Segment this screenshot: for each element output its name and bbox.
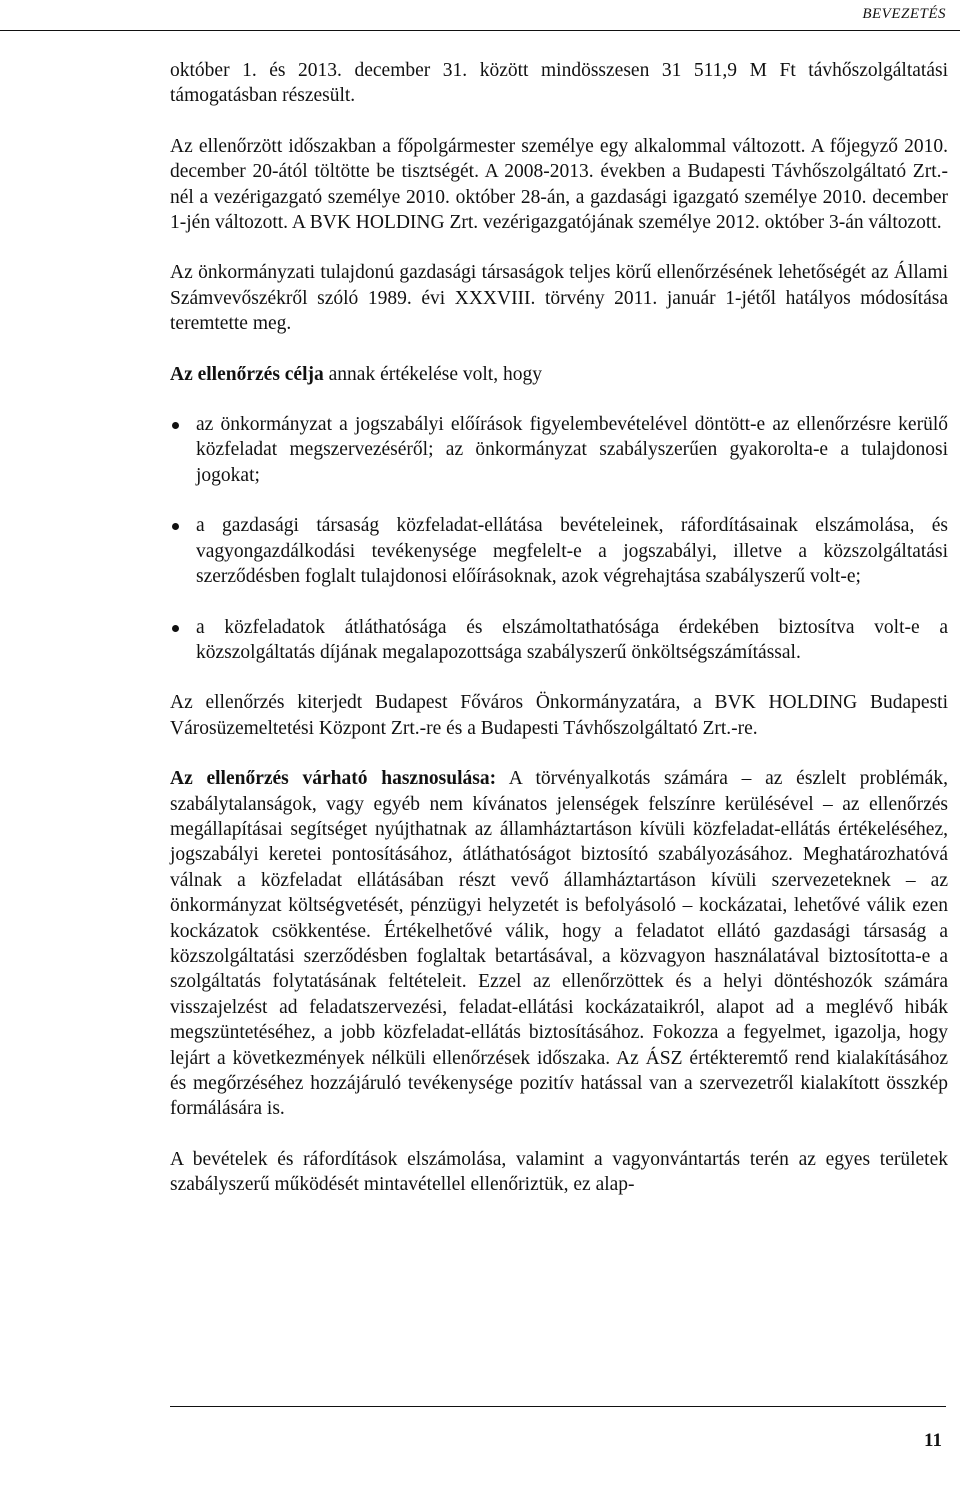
audit-goal-list (170, 412, 948, 665)
list-item-text: a közfeladatok átláthatósága és elszámoltathatósága érdekében biztosítva volt-e a közszolgáltatás díjának megalapozottsága szabályszerű önköltségszámítással. (196, 616, 948, 663)
paragraph-legal-basis: Az önkormányzati tulajdonú gazdasági társaságok teljes körű ellenőrzésének lehetőségét az Állami Számvevőszékről szóló 1989. évi XXXVIII. törvény 2011. január 1-jétől hatályos módosítása teremtette meg. (170, 262, 948, 335)
list-item (170, 615, 948, 666)
audit-goal-text: annak értékelése volt, hogy (323, 363, 542, 385)
page-body (170, 58, 948, 1223)
list-item-text: a gazdasági társaság közfeladat-ellátása bevételeinek, ráfordításainak elszámolása, és vagyongazdálkodási tevékenysége megfelelt-e a jogszabályi, illetve a közszolgáltatási szerződésben foglalt tulajdonosi előírásoknak, azok végrehajtása szabályszerű volt-e; (196, 515, 948, 588)
paragraph-audit-goal (170, 362, 948, 387)
list-item (170, 412, 948, 488)
paragraph-sampling: A bevételek és ráfordítások elszámolása, valamint a vagyonvántartás terén az egyes területek szabályszerű működését mintavétellel ellenőriztük, ez alap- (170, 1148, 948, 1196)
paragraph-personnel-changes: Az ellenőrzött időszakban a főpolgármester személye egy alkalommal változott. A főjegyző 2010. december 20-ától töltötte be tisztségét. A 2008-2013. években a Budapesti Távhőszolgáltató Zrt.-nél a vezérigazgató személye 2010. október 28-án, a gazdasági igazgató személye 2010. december 1-jén változott. A BVK HOLDING Zrt. vezérigazgatójának személye 2012. október 3-án változott. (170, 135, 948, 234)
paragraph-support-amount: október 1. és 2013. december 31. között mindösszesen 31 511,9 M Ft távhőszolgáltatási támogatásban részesült. (170, 60, 948, 107)
expected-benefits-text: A törvényalkotás számára – az észlelt problémák, szabálytalanságok, vagy egyéb nem kívánatos jelenségek felszínre kerülésével – az ellenőrzés megállapításai segítséget nyújthatnak az államháztartáson kívüli közfeladat-ellátás értékeléséhez, jogszabályi keretei pontosításához, átláthatóságot biztosító szabályozásához. Meghatározhatóvá válnak a közfeladat ellátásában részt vevő államháztartáson kívüli szervezeteknek – az önkormányzat költségvetését, pénzügyi helyzetét is befolyásoló – kockázatai, lehetővé válik ezen kockázatok csökkentése. Értékelhetővé válik, hogy a feladatot ellátó gazdasági társaság a közszolgáltatási szerződésben foglaltak betartásával, a közvagyon használatával biztosította-e a szolgáltatás folytatásának feltételeit. Ezzel az ellenőrzöttek és a helyi döntéshozók számára visszajelzést ad feladatszervezési, feladat-ellátási kockázataikról, alapot ad a meglévő hibák megszüntetéséhez, a jobb közfeladat-ellátás biztosításához. Fokozza a fegyelmet, igazolja, hogy lejárt a következmények nélküli ellenőrzések időszaka. Az ÁSZ értékteremtő rend kialakításához és megőrzéséhez hozzájáruló tevékenysége pozitív hatással van a szervezetről kialakított összkép formálására is. (170, 768, 948, 1120)
bullet-icon (172, 625, 179, 632)
audit-goal-heading: Az ellenőrzés célja (170, 363, 324, 385)
bullet-icon (172, 523, 179, 530)
paragraph-expected-benefits (170, 766, 948, 1122)
page-number: 11 (924, 1430, 942, 1451)
list-item (170, 513, 948, 589)
footer-divider (170, 1406, 946, 1407)
list-item-text: az önkormányzat a jogszabályi előírások figyelembevételével döntött-e az ellenőrzésre kerülő közfeladat megszervezéséről; az önkormányzat szabályszerűen gyakorolta-e a tulajdonosi jogokat; (196, 414, 948, 486)
bullet-icon (172, 422, 179, 429)
running-header-title: BEVEZETÉS (862, 6, 946, 22)
paragraph-audit-scope: Az ellenőrzés kiterjedt Budapest Főváros Önkormányzatára, a BVK HOLDING Budapesti Városüzemeltetési Központ Zrt.-re és a Budapesti Távhőszolgáltató Zrt.-re. (170, 692, 948, 739)
header-divider (0, 30, 960, 31)
expected-benefits-heading: Az ellenőrzés várható hasznosulása: (170, 768, 497, 790)
